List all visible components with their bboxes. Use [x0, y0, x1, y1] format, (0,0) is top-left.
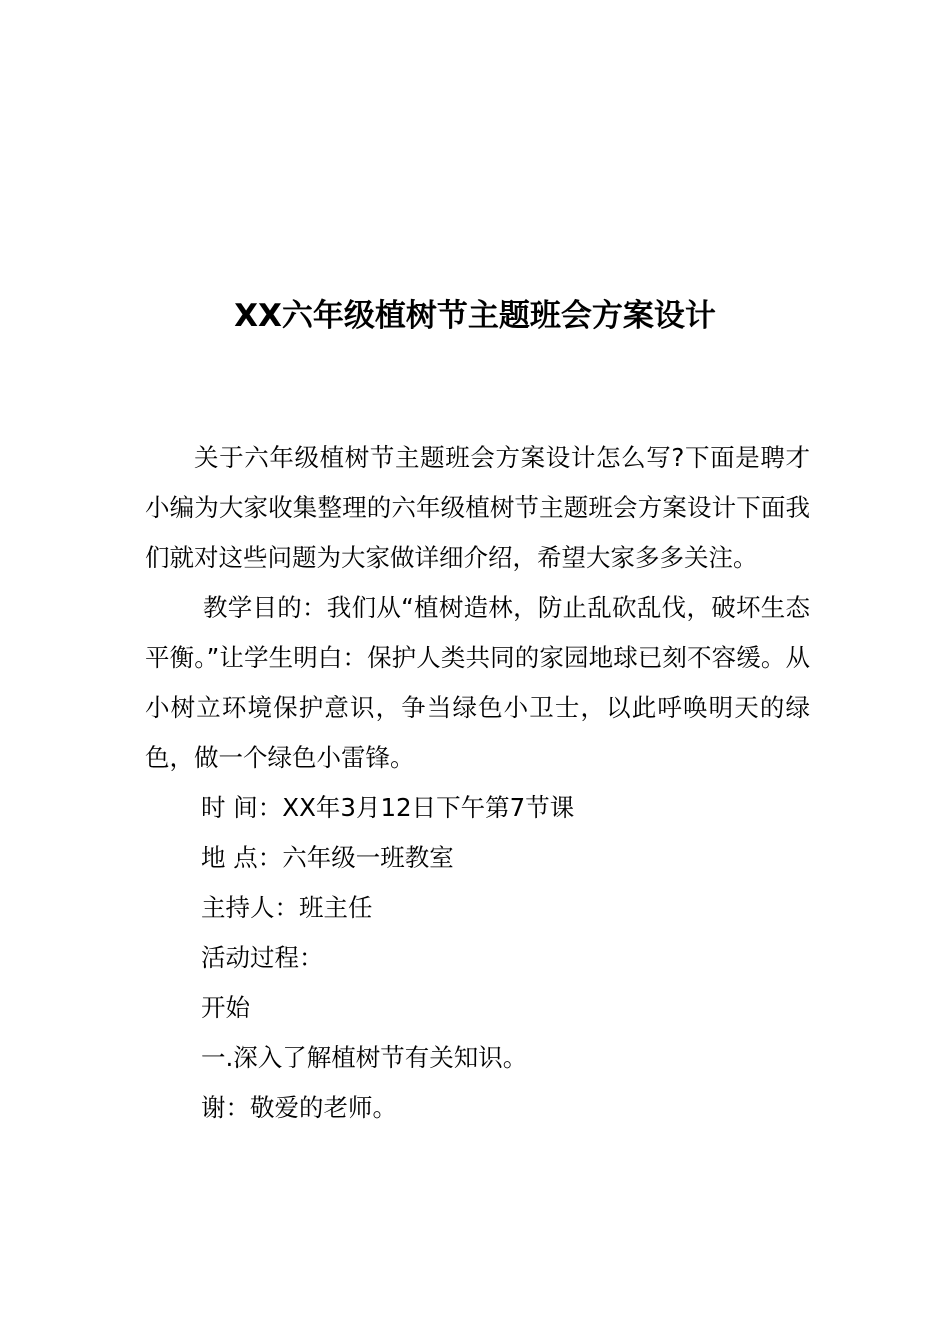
thanks-line: 谢：敬爱的老师。 [201, 1093, 397, 1122]
activity-process-line: 活动过程： [201, 943, 324, 972]
location-line: 地 点：六年级一班教室 [201, 843, 454, 872]
teaching-purpose-paragraph: 教学目的：我们从“植树造林，防止乱砍乱伐，破坏生态平衡。”让学生明白：保护人类共同的家园地球已刻不容缓。从小树立环境保护意识，争当绿色小卫士，以此呼唤明天的绿色，做一个绿色小雷锋。 [145, 593, 810, 772]
start-line: 开始 [201, 993, 250, 1022]
document-title: XX六年级植树节主题班会方案设计 [234, 298, 716, 334]
host-line: 主持人：班主任 [201, 893, 373, 922]
time-line: 时 间：XX年3月12日下午第7节课 [201, 793, 575, 822]
document-body [145, 433, 810, 1133]
intro-paragraph: 关于六年级植树节主题班会方案设计怎么写?下面是聘才小编为大家收集整理的六年级植树节主题班会方案设计下面我们就对这些问题为大家做详细介绍，希望大家多多关注。 [145, 443, 810, 572]
section-one-line: 一.深入了解植树节有关知识。 [201, 1043, 528, 1072]
